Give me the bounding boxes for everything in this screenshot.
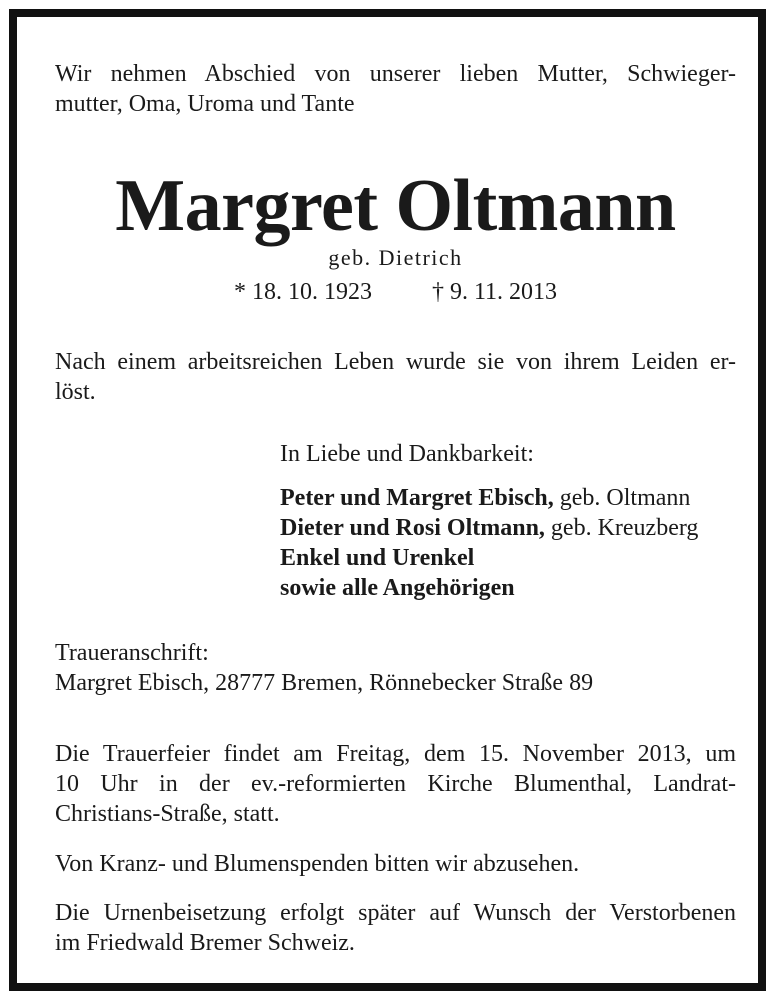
ceremony-line-1: Die Trauerfeier findet am Freitag, dem 15. November 2013, um — [55, 741, 736, 767]
mourner-name: Enkel und Urenkel — [280, 545, 475, 571]
address-label: Traueranschrift: — [55, 640, 209, 666]
obituary-frame — [9, 9, 766, 991]
birth-date: * 18. 10. 1923 — [233, 279, 372, 305]
address-block — [55, 638, 736, 698]
intro-line-2: mutter, Oma, Uroma und Tante — [55, 91, 355, 117]
ceremony-paragraph — [55, 739, 736, 829]
deceased-name: Margret Oltmann — [115, 165, 676, 247]
flowers-line: Von Kranz- und Blumenspenden bitten wir abzusehen. — [55, 851, 580, 877]
mourner-entry — [280, 483, 698, 513]
urn-line-2: im Friedwald Bremer Schweiz. — [55, 930, 355, 956]
mourners-list — [280, 483, 698, 603]
urn-line-1: Die Urnenbeisetzung erfolgt später auf Wunsch der Verstorbenen — [55, 900, 736, 926]
intro-line-1: Wir nehmen Abschied von unserer lieben Mutter, Schwieger- — [55, 61, 736, 87]
message-line-1: Nach einem arbeitsreichen Leben wurde sie von ihrem Leiden er- — [55, 349, 736, 375]
intro-paragraph — [55, 59, 736, 119]
mourner-entry — [280, 513, 698, 543]
flowers-paragraph — [55, 849, 736, 879]
ceremony-line-2: 10 Uhr in der ev.-reformierten Kirche Blumenthal, Landrat- — [55, 771, 736, 797]
death-date: † 9. 11. 2013 — [431, 279, 558, 305]
mourner-suffix: geb. Oltmann — [553, 485, 691, 511]
address-value: Margret Ebisch, 28777 Bremen, Rönnebecker Straße 89 — [55, 670, 594, 696]
mourner-entry — [280, 573, 698, 603]
mourner-name: sowie alle Angehörigen — [280, 575, 515, 601]
mourner-name: Dieter und Rosi Oltmann, — [280, 515, 545, 541]
message-paragraph — [55, 347, 736, 407]
obituary-content — [55, 17, 736, 983]
urn-paragraph — [55, 898, 736, 958]
birth-name: geb. Dietrich — [328, 245, 463, 270]
thanks-line: In Liebe und Dankbarkeit: — [280, 441, 534, 467]
mourner-entry — [280, 543, 698, 573]
mourner-suffix: geb. Kreuzberg — [544, 515, 699, 541]
life-dates — [55, 277, 736, 307]
ceremony-line-3: Christians-Straße, statt. — [55, 801, 280, 827]
mourner-name: Peter und Margret Ebisch, — [280, 485, 554, 511]
message-line-2: löst. — [55, 379, 96, 405]
